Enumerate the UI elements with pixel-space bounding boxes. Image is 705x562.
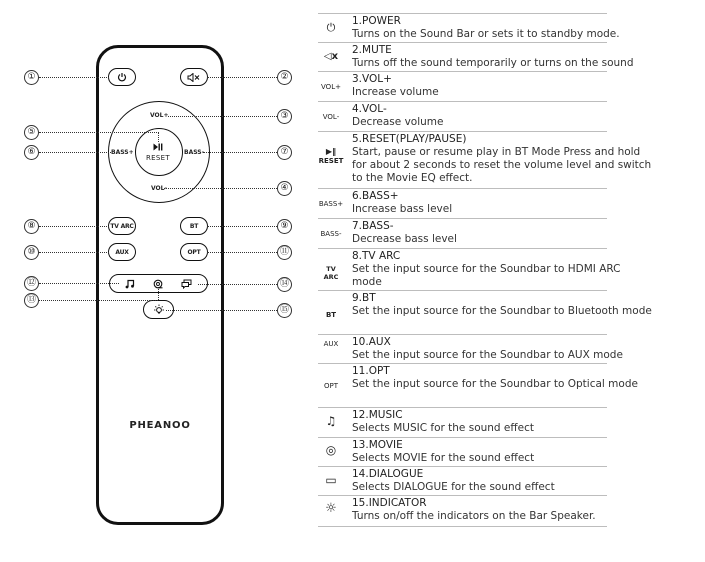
legend-desc: Increase bass level <box>352 203 453 215</box>
legend-row-music <box>318 407 607 438</box>
legend-title: 11.OPT <box>352 365 390 377</box>
leader-line-13-rise <box>158 289 159 300</box>
leader-line-4 <box>164 188 277 189</box>
movie-icon[interactable] <box>153 279 163 289</box>
vol-plus-icon: VOL+ <box>321 83 341 91</box>
legend-title: 14.DIALOGUE <box>352 468 424 480</box>
callout-10: ⑩ <box>24 245 39 260</box>
bt-icon: BT <box>325 311 337 319</box>
leader-line-8 <box>39 226 109 227</box>
callout-15: ⑮ <box>277 303 292 318</box>
legend-row-dialogue <box>318 466 607 496</box>
legend-row-vol-plus <box>318 71 607 102</box>
opt-icon: OPT <box>323 382 338 390</box>
legend-title: 2.MUTE <box>352 44 392 56</box>
callout-5: ⑤ <box>24 125 39 140</box>
opt-button[interactable]: OPT <box>180 243 208 261</box>
callout-14: ⑭ <box>277 277 292 292</box>
legend-desc: Start, pause or resume play in BT Mode Press and hold for about 2 seconds to reset the volume level and switch to the Movie EQ effect. <box>352 146 652 184</box>
leader-line-15 <box>166 310 277 311</box>
legend-row-opt <box>318 363 638 408</box>
power-icon: ⏻ <box>326 21 336 34</box>
callout-11: ⑪ <box>277 245 292 260</box>
bass-plus-icon: BASS+ <box>318 200 344 208</box>
leader-line-6 <box>39 152 111 153</box>
callout-7: ⑦ <box>277 145 292 160</box>
callout-12: ⑫ <box>24 276 39 291</box>
legend-desc: Decrease volume <box>352 116 444 128</box>
reset-label: RESET <box>146 154 170 162</box>
legend-title: 15.INDICATOR <box>352 497 427 509</box>
callout-6: ⑥ <box>24 145 39 160</box>
legend-desc: Set the input source for the Soundbar to HDMI ARC mode <box>352 263 621 288</box>
callout-13: ⑬ <box>24 293 39 308</box>
callout-2: ② <box>277 70 292 85</box>
movie-icon: ◎ <box>325 443 337 457</box>
reset-icon: ▶‖ <box>325 147 337 156</box>
legend-title: 13.MOVIE <box>352 439 403 451</box>
bass-plus-button[interactable]: BASS+ <box>111 149 134 156</box>
legend-desc: Selects DIALOGUE for the sound effect <box>352 481 555 493</box>
callout-1: ① <box>24 70 39 85</box>
leader-line-14 <box>198 284 277 285</box>
legend-title: 3.VOL+ <box>352 73 392 85</box>
mute-icon <box>187 73 201 82</box>
leader-line-1 <box>39 77 109 78</box>
leader-line-5-drop <box>158 132 159 142</box>
legend-desc: Set the input source for the Soundbar to Bluetooth mode <box>352 305 652 317</box>
vol-minus-button[interactable]: VOL- <box>151 185 167 192</box>
callout-8: ⑧ <box>24 219 39 234</box>
legend-row-mute <box>318 42 634 72</box>
legend-row-bass-plus <box>318 188 607 219</box>
legend-row-movie <box>318 437 607 467</box>
bulb-icon <box>153 304 165 316</box>
legend-row-bt <box>318 290 652 335</box>
legend-desc: Selects MOVIE for the sound effect <box>352 452 535 464</box>
dialogue-icon[interactable] <box>181 279 192 289</box>
reset-icon-label: RESET <box>318 157 344 165</box>
bass-minus-icon: BASS- <box>320 230 342 238</box>
leader-line-5 <box>39 132 159 133</box>
legend-row-power <box>318 13 620 43</box>
legend-title: 1.POWER <box>352 15 401 27</box>
legend-row-vol-minus <box>318 101 607 132</box>
legend-row-indicator <box>318 495 607 527</box>
legend-title: 7.BASS- <box>352 220 394 232</box>
legend-title: 9.BT <box>352 292 376 304</box>
legend-row-bass-minus <box>318 218 607 249</box>
legend-title: 8.TV ARC <box>352 250 401 262</box>
aux-icon: AUX <box>323 340 339 348</box>
legend-desc: Decrease bass level <box>352 233 457 245</box>
mute-icon: ◁x <box>323 51 339 62</box>
legend-row-aux <box>318 334 623 364</box>
music-icon: ♫ <box>325 414 337 428</box>
power-icon <box>117 72 127 82</box>
leader-line-13 <box>39 300 158 301</box>
legend-desc: Turns on the Sound Bar or sets it to standby mode. <box>352 28 620 40</box>
play-pause-icon <box>153 143 164 151</box>
legend-title: 4.VOL- <box>352 103 387 115</box>
reset-play-pause-button[interactable] <box>135 128 183 176</box>
legend-row-reset <box>318 131 652 189</box>
mute-button[interactable] <box>180 68 208 86</box>
bulb-icon: ☼ <box>325 501 337 516</box>
legend-desc: Turns on/off the indicators on the Bar Speaker. <box>352 510 596 522</box>
legend-title: 5.RESET(PLAY/PAUSE) <box>352 133 467 145</box>
legend-desc: Increase volume <box>352 86 439 98</box>
callout-9: ⑨ <box>277 219 292 234</box>
bt-button[interactable]: BT <box>180 217 208 235</box>
legend-desc: Set the input source for the Soundbar to AUX mode <box>352 349 623 361</box>
leader-line-7 <box>203 152 277 153</box>
vol-plus-button[interactable]: VOL+ <box>150 112 169 119</box>
brand-logo: PHEANOO <box>129 420 191 431</box>
legend-row-tv-arc <box>318 248 621 291</box>
leader-line-3 <box>168 116 277 117</box>
aux-button[interactable]: AUX <box>108 243 136 261</box>
music-icon[interactable] <box>125 279 135 289</box>
legend-title: 6.BASS+ <box>352 190 399 202</box>
callout-4: ④ <box>277 181 292 196</box>
dialogue-icon: ▭ <box>325 473 337 487</box>
legend-title: 10.AUX <box>352 336 391 348</box>
leader-line-9 <box>207 226 277 227</box>
vol-minus-icon: VOL- <box>322 113 340 121</box>
tv-arc-button[interactable]: TV ARC <box>108 217 136 235</box>
legend-desc: Set the input source for the Soundbar to Optical mode <box>352 378 638 390</box>
leader-line-12 <box>39 283 119 284</box>
legend-desc: Turns off the sound temporarily or turns on the sound <box>352 57 634 69</box>
leader-line-2 <box>207 77 277 78</box>
leader-line-10 <box>39 252 109 253</box>
legend-desc: Selects MUSIC for the sound effect <box>352 422 534 434</box>
power-button[interactable] <box>108 68 136 86</box>
leader-line-11 <box>207 252 277 253</box>
callout-3: ③ <box>277 109 292 124</box>
bass-minus-button[interactable]: BASS- <box>184 149 205 156</box>
legend-title: 12.MUSIC <box>352 409 403 421</box>
tv-arc-icon: TV ARC <box>323 265 339 281</box>
